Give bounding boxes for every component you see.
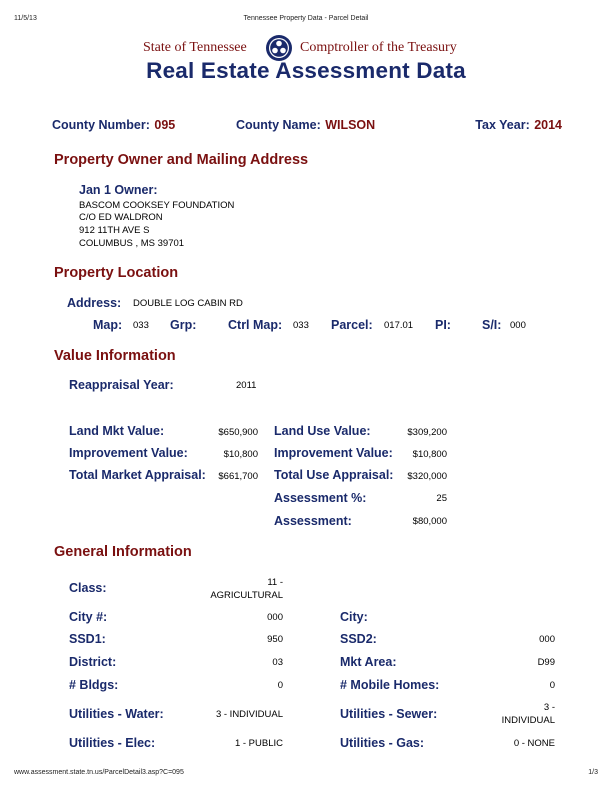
ssd2-label: SSD2: — [340, 632, 377, 646]
general-heading: General Information — [54, 544, 192, 560]
city-num-label: City #: — [69, 610, 108, 624]
reappraisal-label: Reappraisal Year: — [69, 378, 174, 392]
parcel-value: 017.01 — [384, 320, 414, 331]
print-page-number: 1/3 — [588, 769, 598, 776]
improvement-right-value: $10,800 — [412, 449, 447, 460]
owner-line: COLUMBUS , MS 39701 — [79, 238, 185, 249]
water-label: Utilities - Water: — [69, 707, 164, 721]
land-use-value: $309,200 — [407, 427, 447, 438]
district-label: District: — [69, 655, 117, 669]
county-number: County Number: 095 — [52, 118, 176, 132]
pi-label: PI: — [435, 318, 451, 332]
owner-line: C/O ED WALDRON — [79, 212, 163, 223]
owner-heading: Property Owner and Mailing Address — [54, 152, 309, 168]
mkt-area-label: Mkt Area: — [340, 655, 397, 669]
ssd1-label: SSD1: — [69, 632, 106, 646]
sewer-value-code: 3 - — [543, 702, 555, 713]
assessment-pct-label: Assessment %: — [274, 491, 367, 505]
grp-label: Grp: — [170, 318, 197, 332]
assessment-pct-value: 25 — [436, 493, 447, 504]
address-value: DOUBLE LOG CABIN RD — [133, 298, 243, 309]
ssd2-value: 000 — [539, 634, 555, 645]
bldgs-value: 0 — [277, 680, 283, 691]
assessment-value: $80,000 — [412, 516, 447, 527]
ctrl-map-value: 033 — [293, 320, 309, 331]
sewer-value-name: INDIVIDUAL — [501, 715, 555, 726]
print-date: 11/5/13 — [14, 15, 37, 22]
elec-value: 1 - PUBLIC — [234, 738, 283, 749]
location-heading: Property Location — [54, 265, 179, 281]
total-market-label: Total Market Appraisal: — [69, 468, 206, 482]
elec-label: Utilities - Elec: — [69, 736, 156, 750]
banner-state-text: State of Tennessee — [143, 40, 247, 55]
value-heading: Value Information — [54, 348, 176, 364]
total-market-value: $661,700 — [218, 471, 258, 482]
land-mkt-value: $650,900 — [218, 427, 258, 438]
gas-label: Utilities - Gas: — [340, 736, 425, 750]
gas-value: 0 - NONE — [513, 738, 555, 749]
print-page-title: Tennessee Property Data - Parcel Detail — [243, 15, 369, 22]
total-use-label: Total Use Appraisal: — [274, 468, 394, 482]
ctrl-map-label: Ctrl Map: — [228, 318, 283, 332]
land-use-label: Land Use Value: — [274, 424, 371, 438]
total-use-value: $320,000 — [407, 471, 447, 482]
bldgs-label: # Bldgs: — [69, 678, 119, 692]
district-value: 03 — [272, 657, 283, 668]
si-label: S/I: — [482, 318, 502, 332]
class-value-code: 11 - — [267, 577, 283, 588]
owner-label: Jan 1 Owner: — [79, 183, 158, 197]
mobile-homes-label: # Mobile Homes: — [340, 678, 440, 692]
class-label: Class: — [69, 581, 107, 595]
mkt-area-value: D99 — [537, 657, 555, 668]
class-value-name: AGRICULTURAL — [210, 590, 283, 601]
address-label: Address: — [67, 296, 122, 310]
ssd1-value: 950 — [267, 634, 283, 645]
city-num-value: 000 — [267, 612, 283, 623]
land-mkt-label: Land Mkt Value: — [69, 424, 165, 438]
banner-comptroller-text: Comptroller of the Treasury — [300, 40, 457, 55]
mobile-homes-value: 0 — [549, 680, 555, 691]
page-title: Real Estate Assessment Data — [146, 58, 466, 83]
sewer-label: Utilities - Sewer: — [340, 707, 438, 721]
city-label: City: — [340, 610, 368, 624]
assessment-label: Assessment: — [274, 514, 352, 528]
reappraisal-value: 2011 — [236, 380, 257, 391]
improvement-left-label: Improvement Value: — [69, 446, 188, 460]
tax-year: Tax Year: 2014 — [475, 118, 562, 132]
print-footer-url[interactable]: www.assessment.state.tn.us/ParcelDetail3.asp?C=095 — [14, 769, 184, 776]
county-name: County Name: WILSON — [236, 118, 376, 132]
improvement-right-label: Improvement Value: — [274, 446, 393, 460]
map-label: Map: — [93, 318, 123, 332]
improvement-left-value: $10,800 — [223, 449, 258, 460]
water-value: 3 - INDIVIDUAL — [215, 709, 283, 720]
parcel-label: Parcel: — [331, 318, 373, 332]
owner-line: 912 11TH AVE S — [79, 225, 150, 236]
map-value: 033 — [133, 320, 149, 331]
si-value: 000 — [510, 320, 526, 331]
owner-line: BASCOM COOKSEY FOUNDATION — [79, 200, 235, 211]
